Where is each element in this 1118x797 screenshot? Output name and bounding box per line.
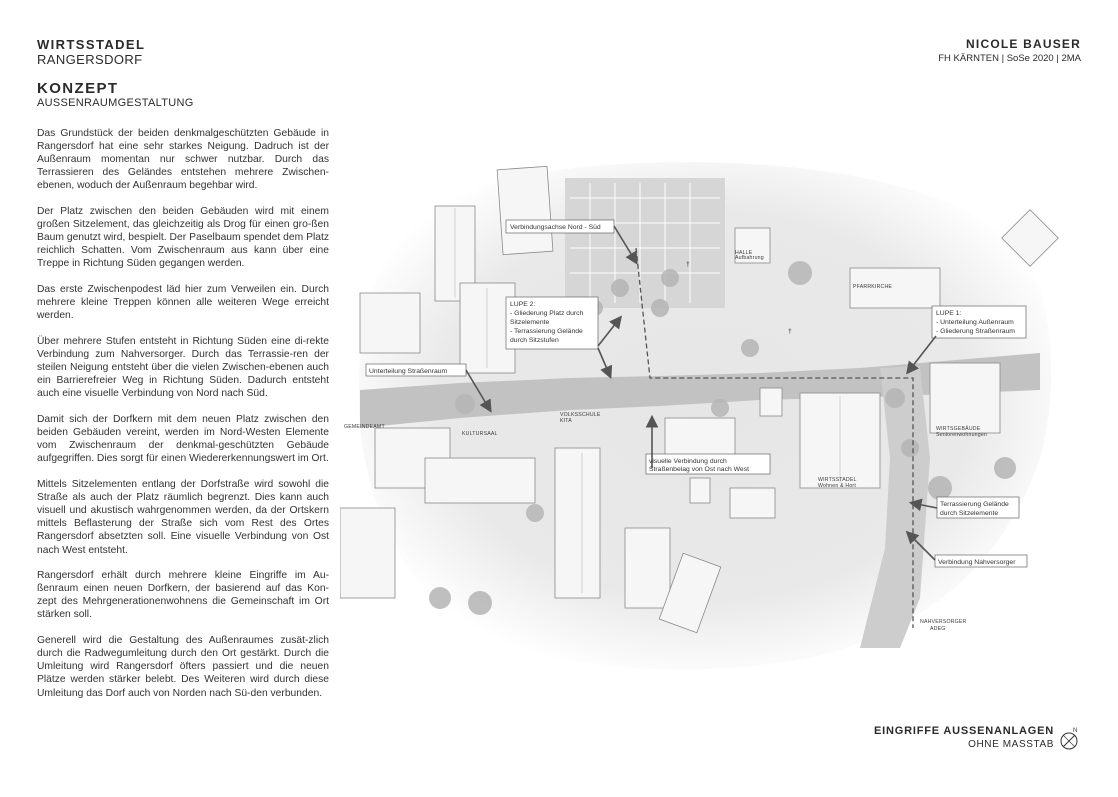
text-lupe2-title: LUPE 2:: [510, 301, 536, 308]
section-subtitle: AUSSENRAUMGESTALTUNG: [37, 97, 194, 109]
tree: [526, 504, 544, 522]
plan-title-text: EINGRIFFE AUSSENANLAGEN: [874, 725, 1054, 737]
text-visuelle-line1: visuelle Verbindung durch: [649, 458, 727, 465]
label-kultursaal: KULTURSAAL: [462, 431, 498, 437]
building: [555, 448, 600, 598]
label-halle: HALLE: [735, 250, 753, 256]
cross-icon: †: [686, 261, 690, 268]
label-gemeindeamt: GEMEINDEAMT: [344, 424, 385, 430]
tree: [455, 394, 475, 414]
building: [930, 363, 1000, 433]
tree: [788, 261, 812, 285]
course-meta: FH KÄRNTEN | SoSe 2020 | 2MA: [938, 53, 1081, 64]
label-wirtsgebaeude: WIRTSGEBÄUDE: [936, 426, 981, 432]
text-lupe2-line3: - Terrassierung Gelände: [510, 328, 583, 335]
project-location: RANGERSDORF: [37, 52, 143, 67]
text-visuelle-line2: Straßenbelag von Ost nach West: [649, 466, 749, 473]
label-nahversorger-sub: ADEG: [930, 626, 946, 632]
building: [760, 388, 782, 416]
building: [425, 458, 535, 503]
author-header: [938, 37, 1081, 65]
label-wirtsgebaeude-sub: Seniorenwohnungen: [936, 432, 987, 438]
paragraph: Das erste Zwischenpodest läd hier zum Verweilen ein. Durch mehrere kleine Treppen können alle weiteren Wege erreicht werden.: [37, 284, 329, 322]
tree: [429, 587, 451, 609]
project-header: [37, 37, 145, 67]
text-lupe1-title: LUPE 1:: [936, 310, 962, 317]
label-volksschule: VOLKSSCHULE: [560, 412, 601, 418]
building: [690, 478, 710, 503]
paragraph: Damit sich der Dorfkern mit dem neuen Platz zwischen den beiden Gebäuden vereint, werden im Nord-Westen Elemente vom Zwischenraum der denkmal-geschützten Gebäude aufgegriffen. Dies sorgt für einen Wiedererkennungswert im Ort.: [37, 414, 329, 465]
tree: [994, 457, 1016, 479]
text-terrassierung-line1: Terrassierung Gelände: [940, 501, 1009, 508]
paragraph: Rangersdorf erhält durch mehrere kleine Eingriffe im Au-ßenraum einen neuen Dorfkern, der basierend auf das Kon-zept des Mehrgenerationenwohnens die Gemeinschaft im Ort stärken soll.: [37, 570, 329, 621]
text-terrassierung-line2: durch Sitzelemente: [940, 510, 999, 517]
plan-title: [874, 724, 1054, 751]
tree: [741, 339, 759, 357]
tree: [661, 269, 679, 287]
tree: [901, 439, 919, 457]
building: [625, 528, 670, 608]
tree: [651, 299, 669, 317]
label-pfarrkirche: PFARRKIRCHE: [853, 284, 893, 290]
label-wirtsstadel-sub: Wohnen & Hort: [818, 483, 856, 489]
project-title: WIRTSSTADEL: [37, 37, 146, 52]
text-lupe2-line2: Sitzelemente: [510, 319, 550, 326]
concept-text: [37, 127, 329, 712]
building: [340, 508, 395, 598]
text-lupe2-line4: durch Sitzstufen: [510, 337, 559, 344]
paragraph: Über mehrere Stufen entsteht in Richtung Süden eine di-rekte Verbindung zum Nahversorger. Durch das Terrassie-ren der steilen Neigung entsteht über die vielen Zwischen-ebenen auch ein Barrierefreier Weg in Richtung Süden. Dadurch entsteht auch eine visuelle Verbindung von Nord nach Süd.: [37, 336, 329, 400]
label-halle-sub: Aufbahrung: [735, 255, 764, 261]
tree: [928, 476, 952, 500]
label-nahversorger: NAHVERSORGER: [920, 619, 967, 625]
paragraph: Generell wird die Gestaltung des Außenraumes zusät-zlich durch die Radwegumleitung durch den Ort gestärkt. Durch die Umleitung wird Rangersdorf öfters passiert und die neuen Plätze werden stärker belebt. Des Weiteren wird durch diese Umleitung das Dorf auch von Norden nach Sü-den verbunden.: [37, 635, 329, 699]
section-title: KONZEPT: [37, 80, 119, 97]
paragraph: Mittels Sitzelementen entlang der Dorfstraße wird sowohl die Straße als auch der Platz räumlich begrenzt. Dies kann auch visuell und akustisch wahrgenommen werden, da der Ortskern mittels Beflasterung der Straße sich vom Rest des Ortes Rangersdorf absetzten soll. Eine visuelle Verbindung von Ost nach West entsteht.: [37, 479, 329, 556]
text-verbindungsachse: Verbindungsachse Nord - Süd: [510, 224, 601, 231]
north-label: N: [1073, 728, 1078, 734]
building: [497, 166, 553, 254]
label-volksschule-sub: KITA: [560, 418, 572, 424]
cross-icon: †: [788, 328, 792, 335]
tree: [711, 399, 729, 417]
tree: [468, 591, 492, 615]
building: [360, 293, 420, 353]
text-verbindung-nahversorger: Verbindung Nahversorger: [938, 559, 1016, 566]
plan-scale: OHNE MASSTAB: [968, 739, 1054, 750]
label-wirtsstadel: WIRTSSTADEL: [818, 477, 857, 483]
paragraph: Das Grundstück der beiden denkmalgeschützten Gebäude in Rangersdorf hat eine sehr starkes Neigung. Dadruch ist der Außenraum momentan nur schwer nutzbar. Durch das Terrassieren des Geländes entstehen mehrere Zwischen-ebenen, woduch der Außenraum begehbar wird.: [37, 128, 329, 192]
text-lupe1-line1: - Unterteilung Außenraum: [936, 319, 1014, 326]
paragraph: Der Platz zwischen den beiden Gebäuden wird mit einem großen Sitzelement, das gleichzeitig als Drog für einen gro-ßen Baum genutzt wird, bespielt. Der Paselbaum spendet dem Platz reichlich Schatten. Vom Zwischenraum aus kann über eine Treppe in Richtung Süden gegangen werden.: [37, 206, 329, 270]
building: [730, 488, 775, 518]
tree: [611, 279, 629, 297]
tree: [885, 388, 905, 408]
author-name: NICOLE BAUSER: [966, 37, 1081, 51]
north-arrow-icon: [1059, 724, 1079, 752]
text-lupe2-line1: - Gliederung Platz durch: [510, 310, 584, 317]
text-unterteilung: Unterteilung Straßenraum: [369, 368, 448, 375]
text-lupe1-line2: - Gliederung Straßenraum: [936, 328, 1015, 335]
site-plan: [340, 128, 1060, 688]
